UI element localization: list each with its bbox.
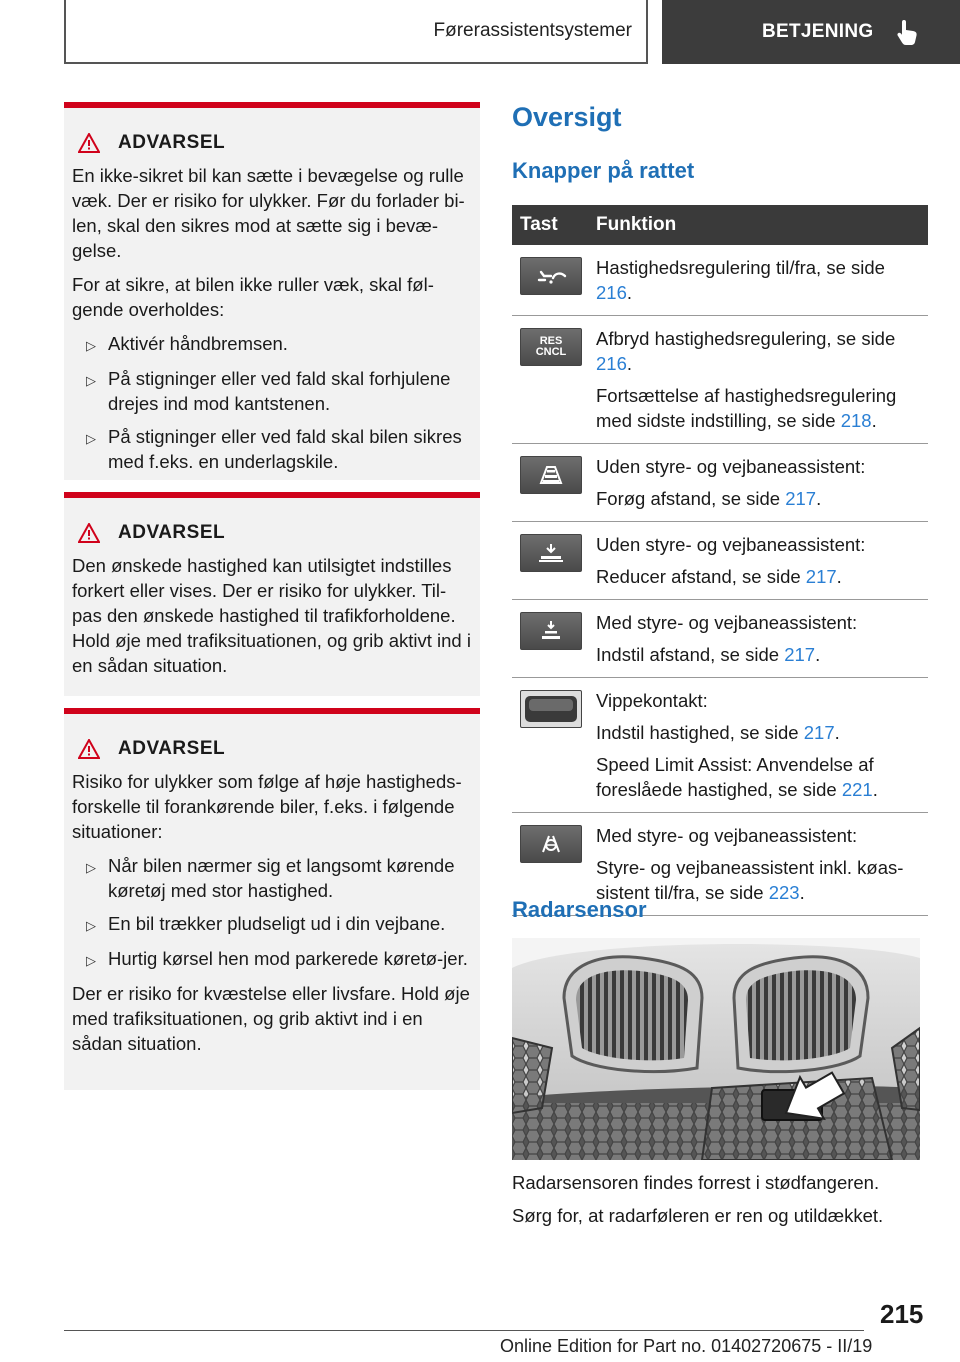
page-link[interactable]: 221	[841, 779, 873, 800]
col-header-key: Tast	[520, 214, 558, 235]
function-text: Speed Limit Assist: Anvendelse af foreslåede hastighed, se side 221.	[596, 754, 878, 800]
section-title-oversigt: Oversigt	[512, 102, 622, 132]
list-item	[86, 911, 472, 938]
warning-paragraph: For at sikre, at bilen ikke ruller væk, skal føl-gende overholdes:	[72, 274, 434, 320]
warning-title	[78, 130, 472, 155]
warning-paragraph: Risiko for ulykker som følge af høje hastigheds-forskelle til forankørende biler, f.eks. i følgende situationer:	[72, 771, 462, 842]
function-text: Med styre- og vejbaneassistent:	[596, 612, 858, 633]
bullet-triangle-icon: ▷	[86, 431, 96, 446]
list-item	[86, 331, 472, 358]
radar-caption-clean: Sørg for, at radarføleren er ren og utildækket.	[512, 1205, 884, 1226]
function-text: Indstil hastighed, se side 217.	[596, 722, 840, 743]
footer-divider	[64, 1330, 864, 1331]
bullet-triangle-icon: ▷	[86, 373, 96, 388]
function-text: Fortsættelse af hastighedsregulering med sidste indstilling, se side 218.	[596, 385, 897, 431]
bullet-triangle-icon: ▷	[86, 918, 96, 933]
page-link[interactable]: 217	[785, 488, 817, 509]
warning-list	[86, 853, 472, 973]
page-link[interactable]: 217	[803, 722, 835, 743]
function-text: Forøg afstand, se side 217.	[596, 488, 822, 509]
function-text: Reducer afstand, se side 217.	[596, 566, 842, 587]
page-link[interactable]: 218	[840, 410, 872, 431]
warning-title	[78, 736, 472, 761]
warning-triangle-icon	[78, 523, 100, 543]
header-chapter-title: BETJENING	[762, 21, 874, 42]
warning-box-speed	[64, 492, 480, 696]
function-text: Hastighedsregulering til/fra, se side 216.	[596, 257, 885, 303]
header-chapter	[662, 0, 960, 64]
page-link[interactable]: 217	[805, 566, 837, 587]
distance-increase-icon	[520, 456, 582, 494]
warning-paragraph: Den ønskede hastighed kan utilsigtet indstilles forkert eller vises. Der er risiko for ulykker. Til-pas den ønskede hastighed til trafikforholdene. Hold øje med trafiksituationen, og grib aktivt ind i en sådan situation.	[72, 555, 471, 676]
warning-triangle-icon	[78, 133, 100, 153]
table-row	[512, 678, 928, 813]
table-row	[512, 316, 928, 444]
warning-title-text: ADVARSEL	[118, 738, 226, 759]
page-link[interactable]: 223	[768, 882, 800, 903]
distance-decrease-icon	[520, 534, 582, 572]
bullet-triangle-icon: ▷	[86, 953, 96, 968]
function-text: Indstil afstand, se side 217.	[596, 644, 821, 665]
warning-paragraph: En ikke-sikret bil kan sætte i bevægelse og rulle væk. Der er risiko for ulykker. Før du forlader bi-len, skal den sikres mod at sætte sig i bevæ-gelse.	[72, 165, 465, 261]
subsection-title-buttons: Knapper på rattet	[512, 158, 695, 183]
warning-title-text: ADVARSEL	[118, 522, 226, 543]
page-link[interactable]: 216	[596, 282, 627, 303]
table-row	[512, 444, 928, 522]
page-link[interactable]: 217	[784, 644, 816, 665]
warning-triangle-icon	[78, 739, 100, 759]
bullet-triangle-icon: ▷	[86, 338, 96, 353]
warning-box-speed-difference	[64, 708, 480, 1090]
bullet-triangle-icon: ▷	[86, 860, 96, 875]
list-item-text: Aktivér håndbremsen.	[108, 333, 288, 354]
list-item	[86, 366, 472, 416]
list-item-text: På stigninger eller ved fald skal forhjulene drejes ind mod kantstenen.	[108, 368, 451, 414]
list-item	[86, 424, 472, 474]
header-section-title: Førerassistentsystemer	[433, 20, 632, 41]
table-row	[512, 522, 928, 600]
function-text: Styre- og vejbaneassistent inkl. køas-sistent til/fra, se side 223.	[596, 857, 904, 903]
page-number: 215	[880, 1299, 924, 1329]
table-row	[512, 245, 928, 316]
list-item-text: På stigninger eller ved fald skal bilen sikres med f.eks. en underlagskile.	[108, 426, 462, 472]
footer-edition: Online Edition for Part no. 01402720675 - II/19	[500, 1336, 873, 1356]
list-item-text: Når bilen nærmer sig et langsomt kørende køretøj med stor hastighed.	[108, 855, 455, 901]
warning-title	[78, 520, 472, 545]
rocker-switch-icon	[520, 690, 582, 728]
res-cncl-icon	[520, 328, 582, 366]
warning-title-text: ADVARSEL	[118, 132, 226, 153]
steering-buttons-table	[512, 205, 928, 916]
table-row	[512, 600, 928, 678]
function-text: Afbryd hastighedsregulering, se side 216.	[596, 328, 896, 374]
subsection-title-radar: Radarsensor	[512, 897, 647, 922]
key-label: RES CNCL	[535, 335, 567, 358]
list-item-text: Hurtig kørsel hen mod parkerede køretø-jer.	[108, 948, 468, 969]
steering-lane-assist-icon	[520, 825, 582, 863]
table-header	[512, 205, 928, 245]
hand-pointer-icon	[895, 18, 921, 46]
function-text: Vippekontakt:	[596, 690, 708, 711]
col-header-function: Funktion	[596, 214, 677, 235]
list-item-text: En bil trækker pludseligt ud i din vejbane.	[108, 913, 446, 934]
function-text: Uden styre- og vejbaneassistent:	[596, 534, 866, 555]
list-item	[86, 946, 472, 973]
list-item	[86, 853, 472, 903]
warning-list	[86, 331, 472, 474]
header-section	[64, 0, 648, 64]
page-link[interactable]: 216	[596, 353, 627, 374]
radar-caption-location: Radarsensoren findes forrest i stødfangeren.	[512, 1172, 880, 1193]
warning-box-handbrake	[64, 102, 480, 480]
radar-sensor-illustration	[512, 938, 920, 1160]
warning-paragraph: Der er risiko for kvæstelse eller livsfare. Hold øje med trafiksituationen, og grib aktivt ind i en sådan situation.	[72, 983, 470, 1054]
function-text: Uden styre- og vejbaneassistent:	[596, 456, 866, 477]
function-text: Med styre- og vejbaneassistent:	[596, 825, 858, 846]
cruise-control-icon	[520, 257, 582, 295]
distance-set-icon	[520, 612, 582, 650]
